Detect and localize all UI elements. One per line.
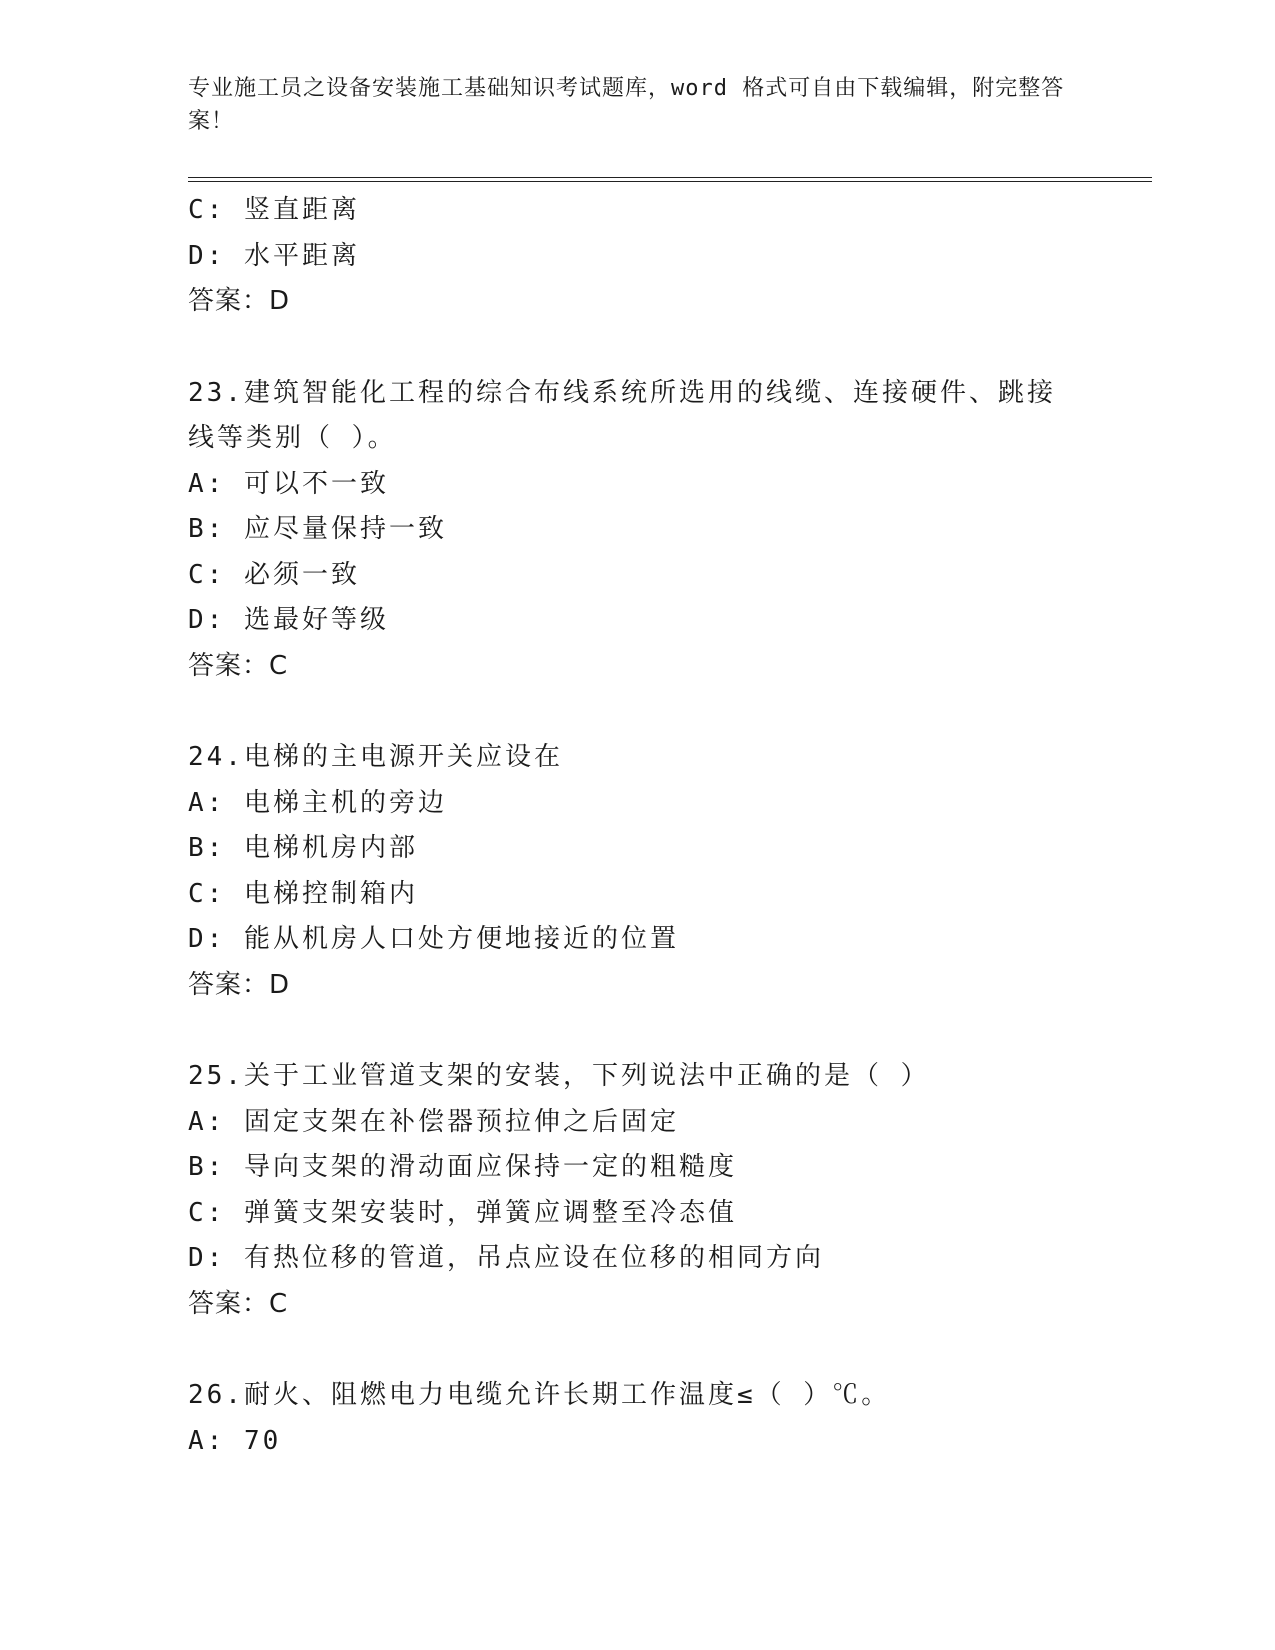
option-a: A: 电梯主机的旁边	[188, 787, 447, 818]
document-header: 专业施工员之设备安装施工基础知识考试题库，word 格式可自由下载编辑，附完整答案！	[188, 76, 1065, 134]
option-c: C: 必须一致	[188, 559, 360, 590]
option-b: B: 应尽量保持一致	[188, 514, 447, 544]
option-b: B: 电梯机房内部	[188, 833, 418, 863]
option-d: D: 有热位移的管道，吊点应设在位移的相同方向	[188, 1243, 824, 1273]
option-c: C: 竖直距离	[188, 195, 360, 225]
answer: 答案：C	[188, 1288, 289, 1319]
header-divider-bottom	[188, 181, 1152, 182]
answer: 答案：D	[188, 969, 291, 1000]
answer: 答案：D	[188, 286, 291, 316]
answer: 答案：C	[188, 650, 289, 681]
option-a: A: 固定支架在补偿器预拉伸之后固定	[188, 1106, 679, 1137]
option-d: D: 水平距离	[188, 240, 360, 271]
question-stem: 26.耐火、阻燃电力电缆允许长期工作温度≤（ ）℃。	[188, 1380, 891, 1410]
option-c: C: 弹簧支架安装时，弹簧应调整至冷态值	[188, 1197, 737, 1228]
question-stem: 23.建筑智能化工程的综合布线系统所选用的线缆、连接硬件、跳接线等类别（ ）。	[188, 377, 1056, 453]
header-divider-top	[188, 177, 1152, 178]
option-d: D: 选最好等级	[188, 605, 389, 635]
question-stem: 24.电梯的主电源开关应设在	[188, 742, 563, 772]
question-list	[188, 188, 1152, 1464]
question-stem: 25.关于工业管道支架的安装，下列说法中正确的是（ ）	[188, 1061, 930, 1091]
option-b: B: 导向支架的滑动面应保持一定的粗糙度	[188, 1152, 737, 1182]
option-a: A: 70	[188, 1425, 282, 1456]
option-d: D: 能从机房人口处方便地接近的位置	[188, 924, 679, 954]
option-c: C: 电梯控制箱内	[188, 878, 418, 909]
option-a: A: 可以不一致	[188, 468, 389, 499]
